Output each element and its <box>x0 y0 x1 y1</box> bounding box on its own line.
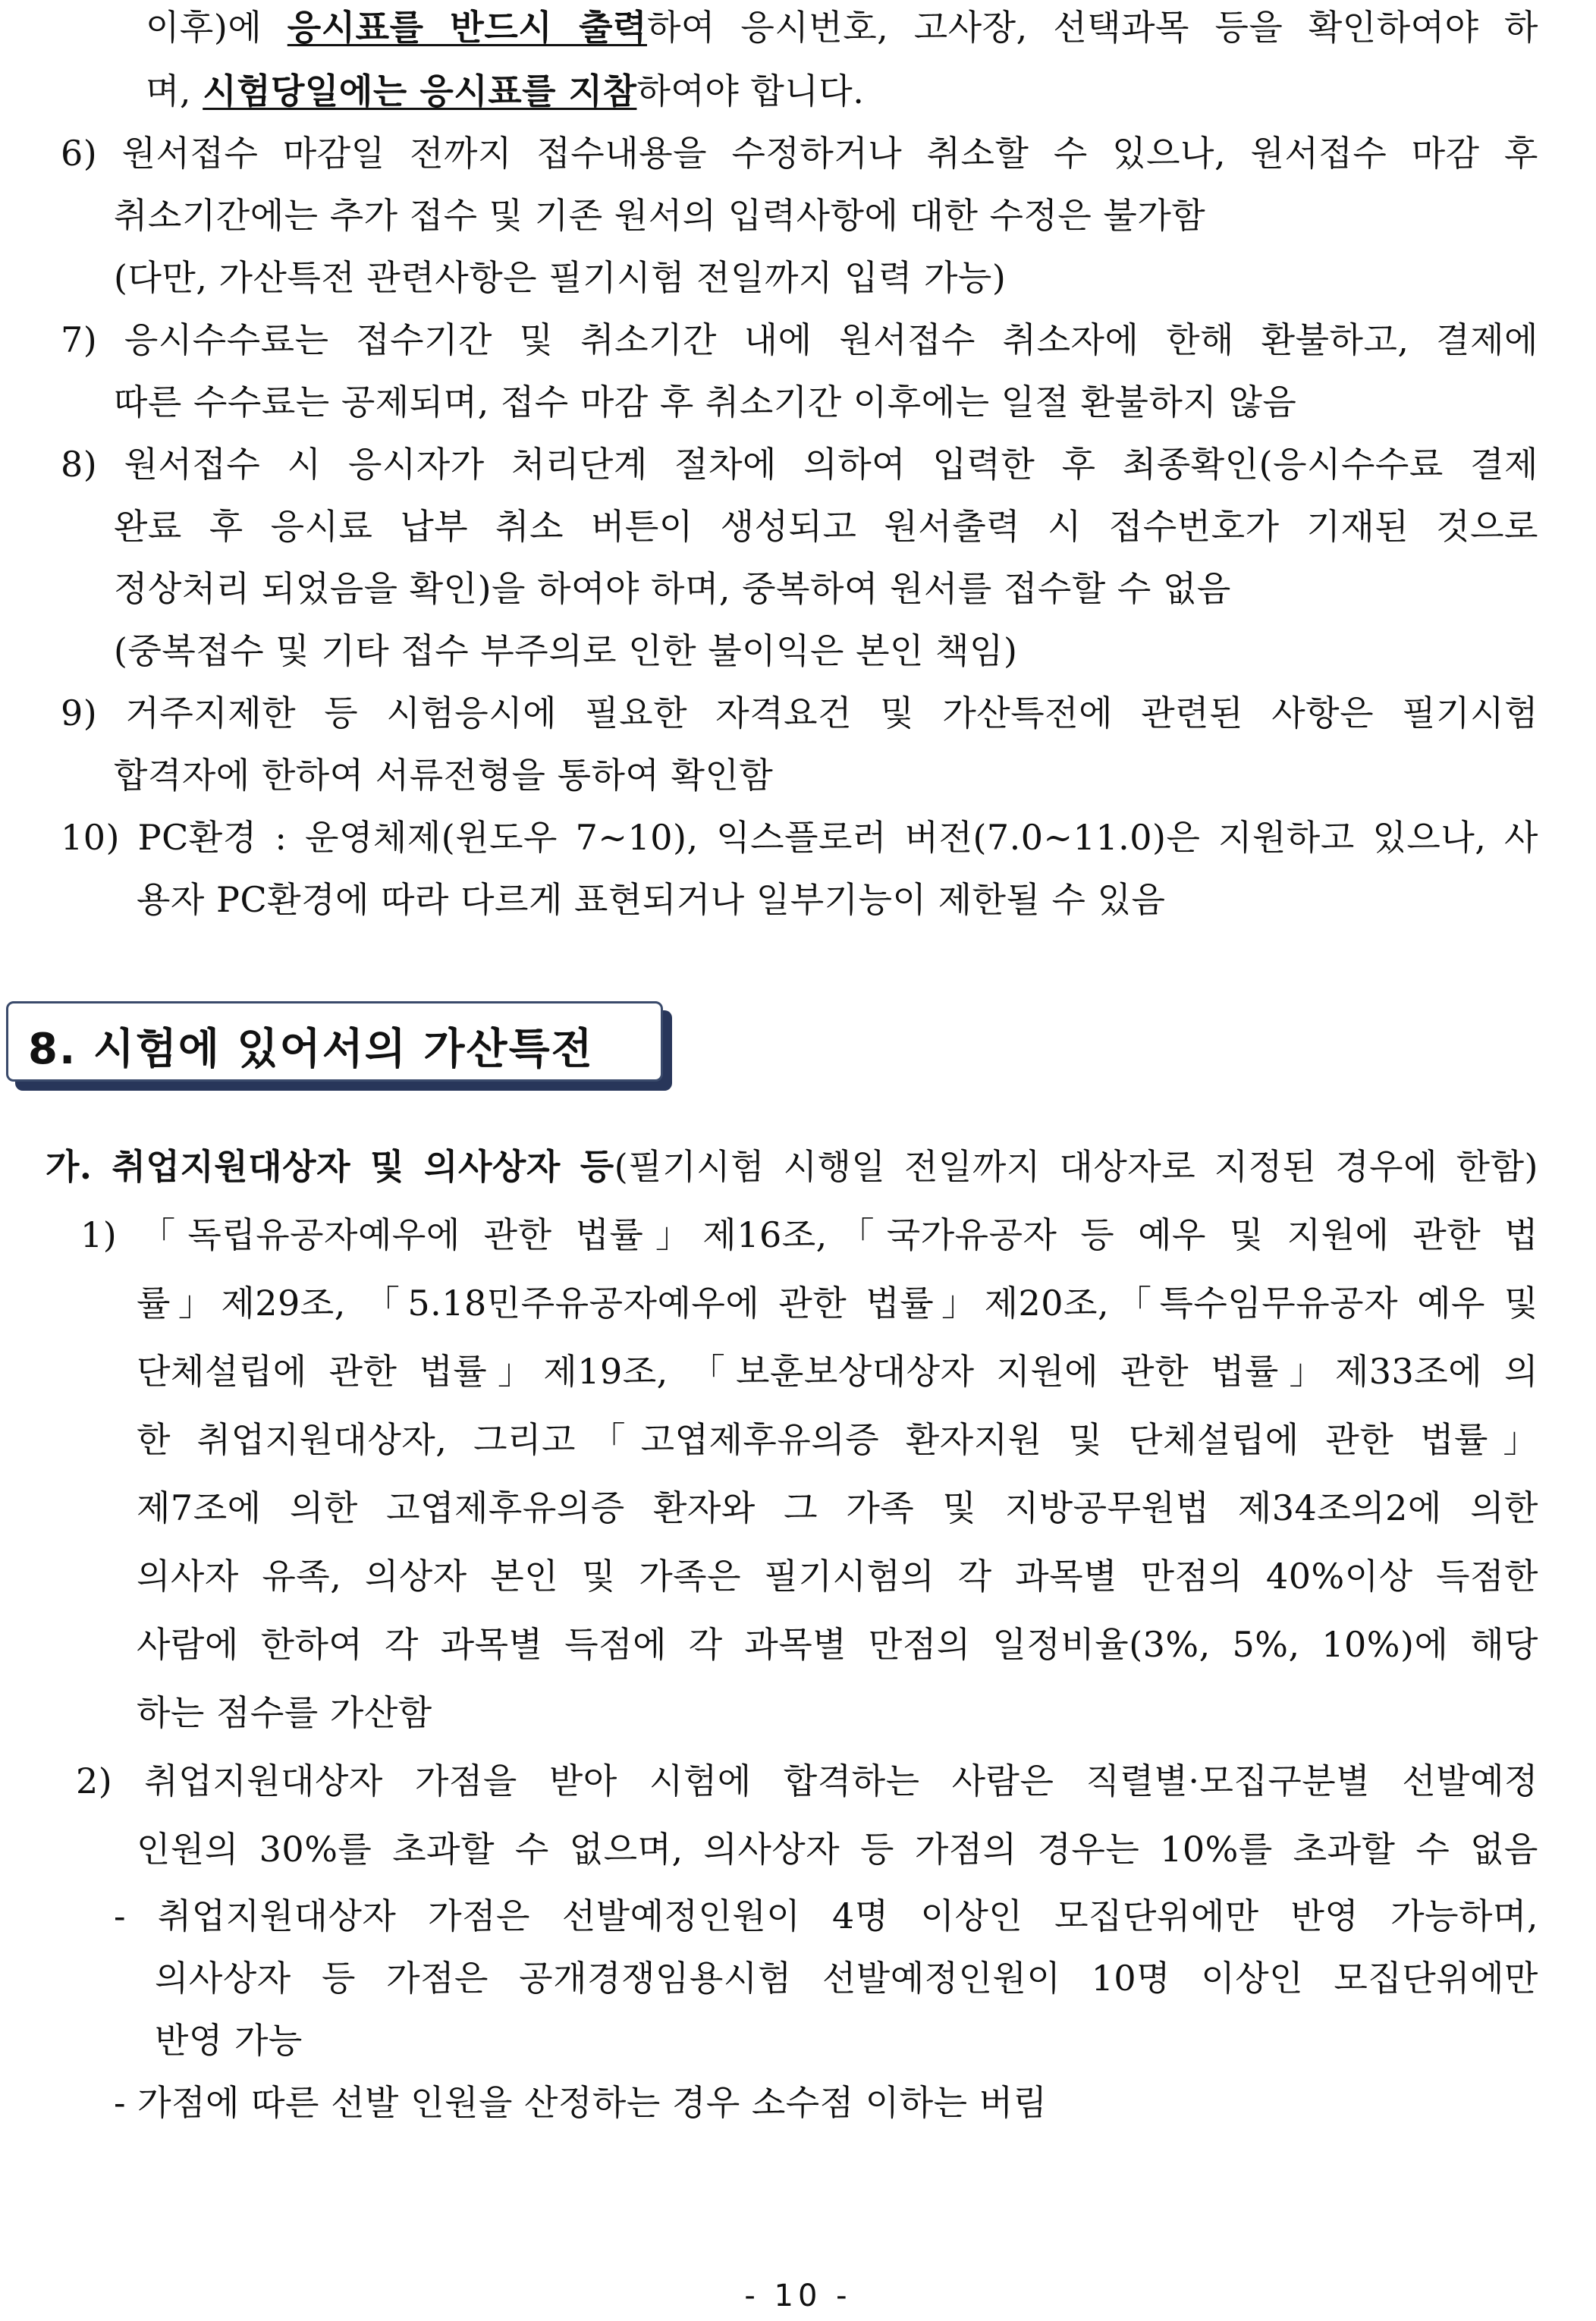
item-7-line-1: 7) 응시수수료는 접수기간 및 취소기간 내에 원서접수 취소자에 한해 환불하고, 결제에 <box>61 319 1538 360</box>
dash-item-1-line-3: 반영 가능 <box>155 2020 303 2061</box>
item-10-line-1: 10) PC환경 : 운영체제(윈도우 7∼10), 익스플로러 버전(7.0∼11.0)은 지원하고 있으나, 사 <box>61 817 1538 858</box>
item-8-line-1: 8) 원서접수 시 응시자가 처리단계 절차에 의하여 입력한 후 최종확인(응시수수료 결제 <box>61 444 1538 485</box>
item-10-line-2: 용자 PC환경에 따라 다르게 표현되거나 일부기능이 제한될 수 있음 <box>137 879 1166 920</box>
continuation-line-2 <box>146 68 864 114</box>
item-7-line-2: 따른 수수료는 공제되며, 접수 마감 후 취소기간 이후에는 일절 환불하지 않음 <box>114 382 1297 422</box>
continuation-line-1 <box>146 5 1538 50</box>
text-fragment: 며, <box>146 71 203 111</box>
item-6-line-2: 취소기간에는 추가 접수 및 기존 원서의 입력사항에 대한 수정은 불가함 <box>114 195 1206 236</box>
page-number: - 10 - <box>744 2279 852 2313</box>
text-fragment: 하여야 합니다. <box>636 71 865 111</box>
section-heading-box <box>6 1001 663 1082</box>
para-2-line-2: 인원의 30%를 초과할 수 없으며, 의사상자 등 가점의 경우는 10%를 초과할 수 없음 <box>137 1829 1538 1870</box>
item-6-line-1: 6) 원서접수 마감일 전까지 접수내용을 수정하거나 취소할 수 있으나, 원서접수 마감 후 <box>61 133 1538 174</box>
dash-item-2-line-1: - 가점에 따른 선발 인원을 산정하는 경우 소수점 이하는 버림 <box>114 2082 1048 2123</box>
para-1-line-5: 제7조에 의한 고엽제후유의증 환자와 그 가족 및 지방공무원법 제34조의2에 의한 <box>137 1487 1538 1528</box>
para-1-line-4: 한 취업지원대상자, 그리고「고엽제후유의증 환자지원 및 단체설립에 관한 법률」 <box>137 1419 1538 1460</box>
para-1-line-2: 률」제29조, 「5.18민주유공자예우에 관한 법률」제20조,「특수임무유공자 예우 및 <box>137 1283 1538 1324</box>
underlined-emphasis: 시험당일에는 응시표를 지참 <box>203 71 637 111</box>
item-8-line-3: 정상처리 되었음을 확인)을 하여야 하며, 중복하여 원서를 접수할 수 없음 <box>114 568 1231 609</box>
dash-item-1-line-2: 의사상자 등 가점은 공개경쟁임용시험 선발예정인원이 10명 이상인 모집단위에만 <box>155 1958 1538 1999</box>
para-2-line-1: 2) 취업지원대상자 가점을 받아 시험에 합격하는 사람은 직렬별·모집구분별 선발예정 <box>76 1760 1538 1801</box>
para-1-line-3: 단체설립에 관한 법률」제19조, 「보훈보상대상자 지원에 관한 법률」제33조에 의 <box>137 1351 1538 1392</box>
text-fragment: 하여 응시번호, 고사장, 선택과목 등을 확인하여야 하 <box>647 7 1538 48</box>
item-8-line-2: 완료 후 응시료 납부 취소 버튼이 생성되고 원서출력 시 접수번호가 기재된 것으로 <box>114 506 1538 547</box>
subsection-a-title <box>46 1144 1538 1189</box>
para-1-line-6: 의사자 유족, 의상자 본인 및 가족은 필기시험의 각 과목별 만점의 40%이상 득점한 <box>137 1556 1538 1597</box>
subsection-a-note: (필기시험 시행일 전일까지 대상자로 지정된 경우에 한함) <box>614 1146 1538 1187</box>
section-heading: 8. 시험에 있어서의 가산특전 <box>28 1025 594 1074</box>
para-1-line-8: 하는 점수를 가산함 <box>137 1692 432 1733</box>
item-8-line-4: (중복접수 및 기타 접수 부주의로 인한 불이익은 본인 책임) <box>114 630 1018 671</box>
subsection-a-bold: 가. 취업지원대상자 및 의사상자 등 <box>46 1146 614 1187</box>
para-1-line-7: 사람에 한하여 각 과목별 득점에 각 과목별 만점의 일정비율(3%, 5%, 10%)에 해당 <box>137 1624 1538 1665</box>
text-fragment: 이후)에 <box>146 7 287 48</box>
item-9-line-2: 합격자에 한하여 서류전형을 통하여 확인함 <box>114 755 774 796</box>
item-6-line-3: (다만, 가산특전 관련사항은 필기시험 전일까지 입력 가능) <box>114 257 1007 298</box>
underlined-emphasis: 응시표를 반드시 출력 <box>287 7 647 48</box>
para-1-line-1: 1) 「독립유공자예우에 관한 법률」제16조,「국가유공자 등 예우 및 지원에 관한 법 <box>80 1214 1538 1255</box>
dash-item-1-line-1: - 취업지원대상자 가점은 선발예정인원이 4명 이상인 모집단위에만 반영 가능하며, <box>114 1895 1538 1936</box>
item-9-line-1: 9) 거주지제한 등 시험응시에 필요한 자격요건 및 가산특전에 관련된 사항은 필기시험 <box>61 693 1538 733</box>
